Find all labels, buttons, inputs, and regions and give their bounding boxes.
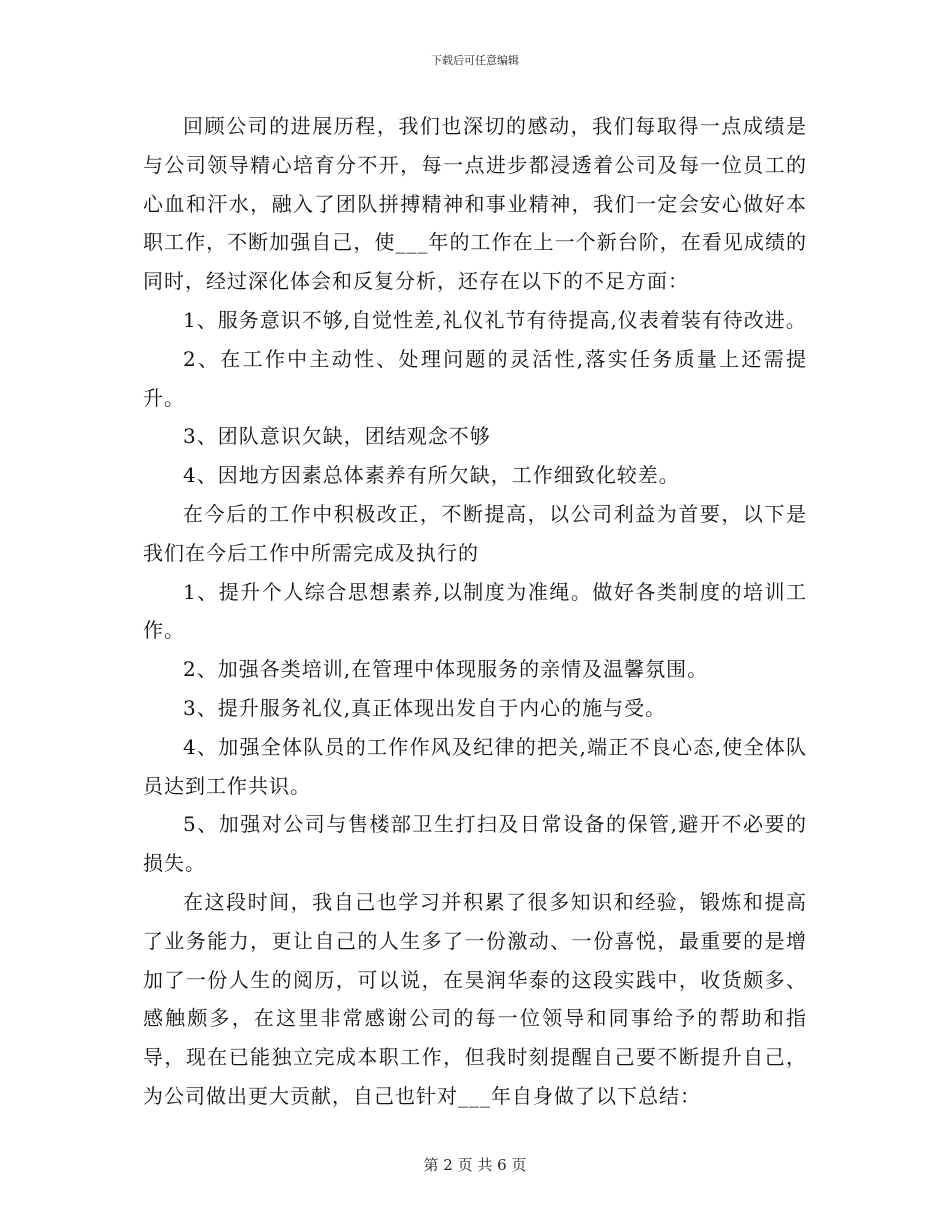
paragraph-shortcoming-1: 1、服务意识不够,自觉性差,礼仪礼节有待提高,仪表着装有待改进。 [183,307,807,332]
paragraph-shortcoming-3: 3、团队意识欠缺，团结观念不够 [183,424,491,449]
page-header: 下载后可任意编辑 [431,54,519,67]
paragraph-plan-3: 3、提升服务礼仪,真正体现出发自于内心的施与受。 [183,695,667,720]
paragraph-plan-2: 2、加强各类培训,在管理中体现服务的亲情及温馨氛围。 [183,657,709,682]
paragraph-shortcoming-4: 4、因地方因素总体素养有所欠缺，工作细致化较差。 [183,463,680,488]
paragraph-review: 回顾公司的进展历程，我们也深切的感动，我们每取得一点成绩是与公司领导精心培育分不开，每一点进步都浸透着公司及每一位员工的心血和汗水，融入了团队拼搏精神和事业精神，我们一定会安心做好本职工作，不断加强自己，使___年的工作在上一个新台阶，在看见成绩的同时，经过深化体会和反复分析，还存在以下的不足方面： [143,114,807,294]
paragraph-plan-5: 5、加强对公司与售楼部卫生打扫及日常设备的保管,避开不必要的损失。 [143,812,807,876]
paragraph-plan-intro: 在今后的工作中积极改正，不断提高，以公司利益为首要，以下是我们在今后工作中所需完成及执行的 [143,501,807,565]
paragraph-plan-4: 4、加强全体队员的工作作风及纪律的把关,端正不良心态,使全体队员达到工作共识。 [143,734,807,798]
paragraph-plan-1: 1、提升个人综合思想素养,以制度为准绳。做好各类制度的培训工作。 [143,579,807,643]
document-body [143,107,807,1116]
page-number: 第 2 页 共 6 页 [423,1156,527,1174]
paragraph-shortcoming-2: 2、在工作中主动性、处理问题的灵活性,落实任务质量上还需提升。 [143,346,807,410]
paragraph-summary: 在这段时间，我自己也学习并积累了很多知识和经验，锻炼和提高了业务能力，更让自己的人生多了一份激动、一份喜悦，最重要的是增加了一份人生的阅历，可以说，在昊润华泰的这段实践中，收货颇多、感触颇多，在这里非常感谢公司的每一位领导和同事给予的帮助和指导，现在已能独立完成本职工作，但我时刻提醒自己要不断提升自己，为公司做出更大贡献，自己也针对___年自身做了以下总结： [143,889,807,1108]
